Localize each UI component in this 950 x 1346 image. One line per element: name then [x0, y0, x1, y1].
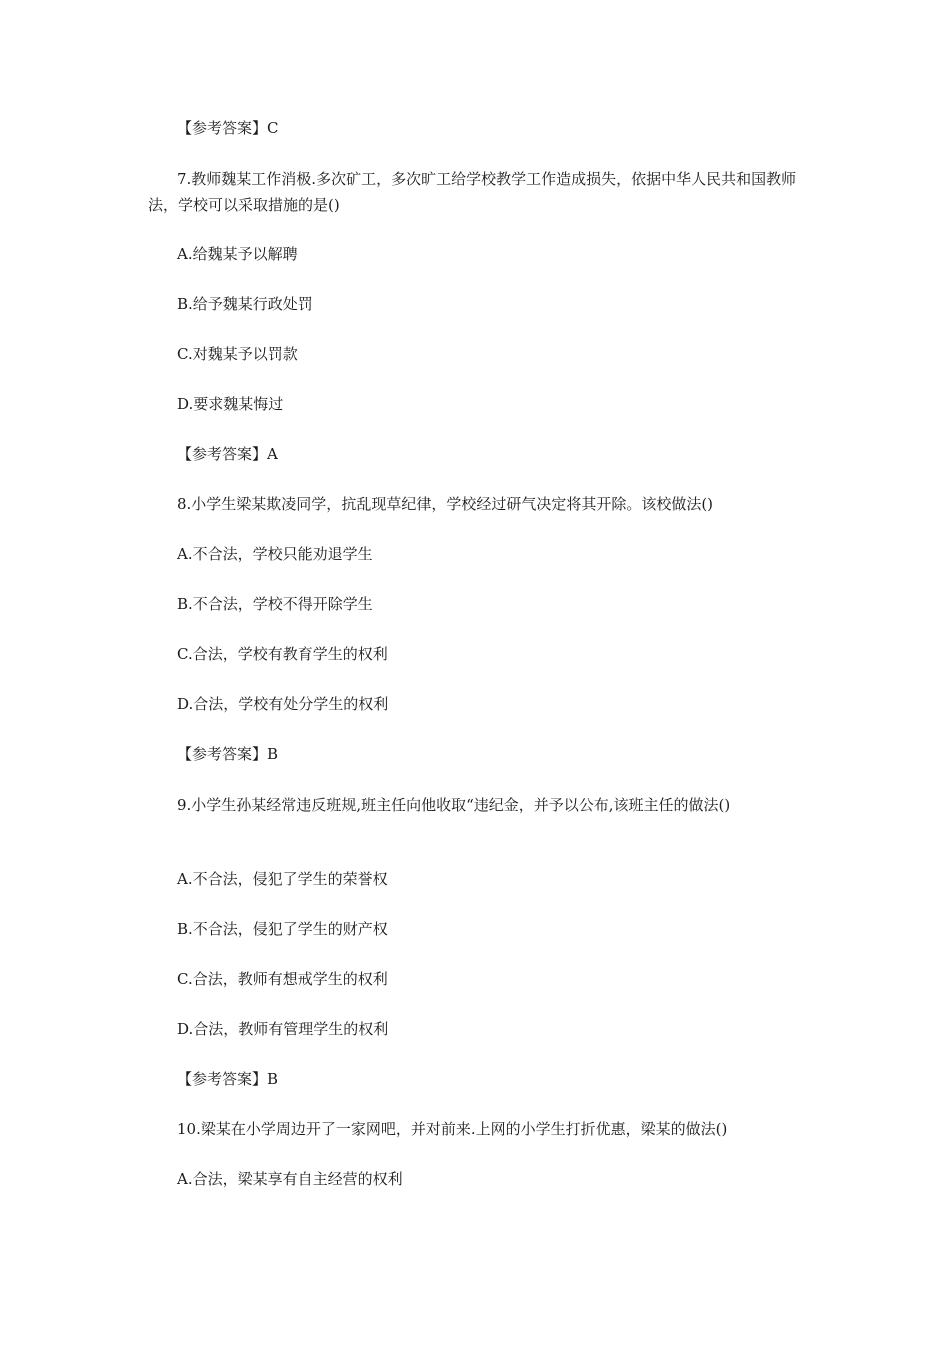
q7-option-d: D.要求魏某悔过: [177, 395, 284, 413]
answer-key-q6: 【参考答案】C: [177, 119, 279, 137]
question-9: 9.小学生孙某经常违反班规,班主任向他收取“违纪金，并予以公布,该班主任的做法(): [177, 796, 731, 814]
q9-option-c: C.合法，教师有想戒学生的权利: [177, 970, 388, 988]
q8-option-b: B.不合法，学校不得开除学生: [177, 595, 373, 613]
answer-key-q9: 【参考答案】B: [177, 1070, 279, 1088]
q8-option-c: C.合法，学校有教育学生的权利: [177, 645, 388, 663]
question-8: 8.小学生梁某欺凌同学，抗乱现草纪律，学校经过研气决定将其开除。该校做法(): [177, 495, 714, 513]
q7-option-b: B.给予魏某行政处罚: [177, 295, 313, 313]
q9-option-b: B.不合法，侵犯了学生的财产权: [177, 920, 388, 938]
q10-option-a: A.合法，梁某享有自主经营的权利: [177, 1170, 403, 1188]
q9-option-a: A.不合法，侵犯了学生的荣誉权: [177, 870, 388, 888]
q7-option-a: A.给魏某予以解聘: [177, 245, 298, 263]
question-7: 7.教师魏某工作消极.多次矿工，多次旷工给学校教学工作造成损失，依据中华人民共和国教师法，学校可以采取措施的是(): [148, 170, 797, 214]
q9-option-d: D.合法，教师有管理学生的权利: [177, 1020, 389, 1038]
q7-option-c: C.对魏某予以罚款: [177, 345, 298, 363]
q8-option-d: D.合法，学校有处分学生的权利: [177, 695, 389, 713]
q8-option-a: A.不合法，学校只能劝退学生: [177, 545, 373, 563]
answer-key-q7: 【参考答案】A: [177, 445, 278, 463]
question-10: 10.梁某在小学周边开了一家网吧，并对前来.上网的小学生打折优惠，梁某的做法(): [177, 1120, 728, 1138]
answer-key-q8: 【参考答案】B: [177, 745, 279, 763]
